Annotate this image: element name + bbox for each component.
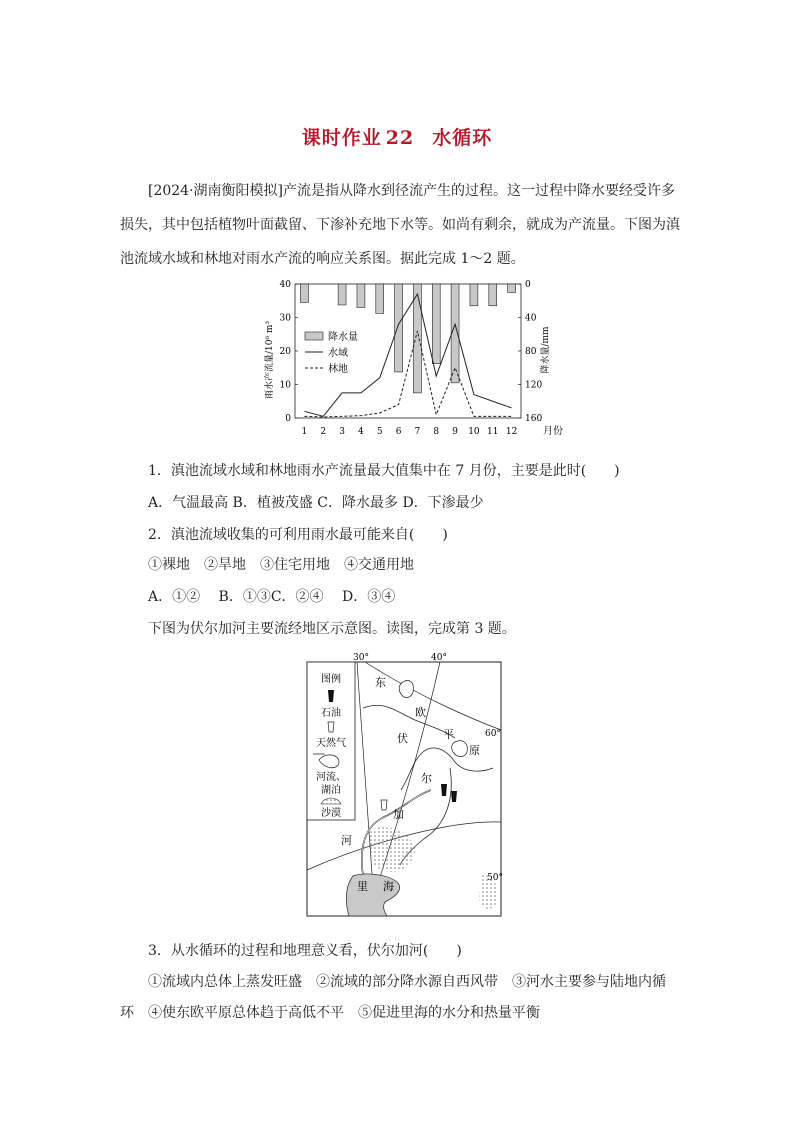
x-tick-label: 8 [433,427,440,437]
legend-oil-icon [328,690,334,702]
lon-40-label: 40° [431,653,447,663]
precip-bar [470,284,478,306]
y-right-tick-label: 80 [525,347,537,357]
x-tick-label: 12 [505,427,518,437]
map-label-he: 河 [341,834,352,847]
x-tick-label: 10 [468,427,480,437]
map-label-yuan: 原 [469,744,480,757]
map-legend-oil: 石油 [321,708,341,719]
gas-icon [381,800,387,810]
map-label-ou: 欧 [415,706,426,719]
precip-bar [300,284,308,302]
map-label-er: 尔 [421,772,432,785]
y-right-tick-label: 120 [525,380,543,391]
map-legend-gas: 天然气 [316,738,346,749]
precip-bar [338,284,346,305]
x-tick-label: 6 [395,427,402,437]
volga-map [305,650,505,920]
y-right-tick-label: 40 [525,313,537,324]
x-tick-label: 9 [452,427,458,437]
y-right-tick-label: 0 [525,280,531,290]
precip-bar [376,284,384,313]
lat-50-label: 50° [487,873,503,883]
y-right-label: 降水量/mm [541,326,551,374]
map-legend-lake: 湖泊 [321,785,341,796]
x-tick-label: 3 [339,427,345,437]
precip-bar [489,284,497,306]
x-tick-label: 5 [376,427,383,437]
x-tick-label: 1 [301,427,308,437]
lake-1 [399,680,413,697]
question-2-items: ①裸地 ②旱地 ③住宅用地 ④交通用地 [148,557,414,573]
title-number: 22 [385,127,415,149]
title-main: 课时作业 [301,127,382,149]
page-title [0,123,794,150]
precip-bar [432,284,440,364]
question-3-stem: 3．从水循环的过程和地理意义看，伏尔加河( ) [148,943,462,959]
title-topic: 水循环 [432,127,493,149]
lon-30-label: 30° [353,653,369,663]
intro-paragraph [120,174,680,276]
x-tick-label: 7 [414,427,421,437]
precip-bar [395,284,403,372]
question-2-options: A．①② B．①③C．②④ D．③④ [148,589,396,605]
intro-source: [2024·湖南衡阳模拟] [148,183,284,199]
oil-icon-2 [451,791,457,802]
x-tick-label: 4 [358,427,364,437]
question-2-stem: 2．滇池流域收集的可利用雨水最可能来自( ) [148,527,448,543]
map-label-dong: 东 [375,676,386,689]
x-tick-label: 2 [320,427,327,437]
legend-swatch-precip [305,332,323,340]
map-label-jia: 加 [393,808,404,821]
x-tick-label: 11 [487,427,499,437]
question-3-line-1: ①流域内总体上蒸发旺盛 ②流域的部分降水源自西风带 ③河水主要参与陆地内循 [148,974,666,990]
legend-precip: 降水量 [328,332,358,343]
map-label-ping: 平 [443,728,454,741]
y-left-tick-label: 20 [279,347,291,357]
y-left-tick-label: 10 [279,380,291,391]
map-legend-desert: 沙漠 [321,808,341,819]
legend-water: 水域 [328,348,348,359]
precip-bar [357,284,365,307]
map-legend-title: 图例 [321,674,341,685]
map-label-li: 里 [357,880,368,893]
y-left-label: 雨水产流量/10⁶ m³ [265,320,275,400]
intro-2: 下图为伏尔加河主要流经地区示意图。读图，完成第 3 题。 [148,621,516,637]
precip-bar [508,284,516,292]
map-label-hai: 海 [383,880,394,893]
y-left-tick-label: 0 [285,414,291,424]
y-left-tick-label: 30 [279,313,291,324]
y-left-tick-label: 40 [279,280,291,290]
x-unit-label: 月份 [543,426,563,437]
intro-text: 产流是指从降水到径流产生的过程。这一过程中降水要经受许多损失，其中包括植物叶面截留、下渗补充地下水等。如尚有剩余，就成为产流量。下图为滇池流域水域和林地对雨水产流的响应关系图。据此完成 1～2 题。 [120,183,680,267]
y-right-tick-label: 160 [525,414,543,424]
lat-60-label: 60° [485,729,501,739]
precip-bar [413,284,421,393]
chart-legend [305,330,358,375]
map-label-fu: 伏 [397,732,408,745]
question-1-options: A．气温最高 B．植被茂盛 C．降水最多 D．下渗最少 [148,495,484,511]
question-3-line-2: 环 ④使东欧平原总体趋于高低不平 ⑤促进里海的水分和热量平衡 [120,1005,540,1021]
legend-forest: 林地 [328,364,348,375]
oil-icon [441,784,447,796]
question-1-stem: 1．滇池流域水域和林地雨水产流量最大值集中在 7 月份，主要是此时( ) [148,463,620,479]
map-legend-river: 河流、 [316,772,346,783]
runoff-chart [258,280,563,440]
legend-gas-icon [328,722,334,732]
